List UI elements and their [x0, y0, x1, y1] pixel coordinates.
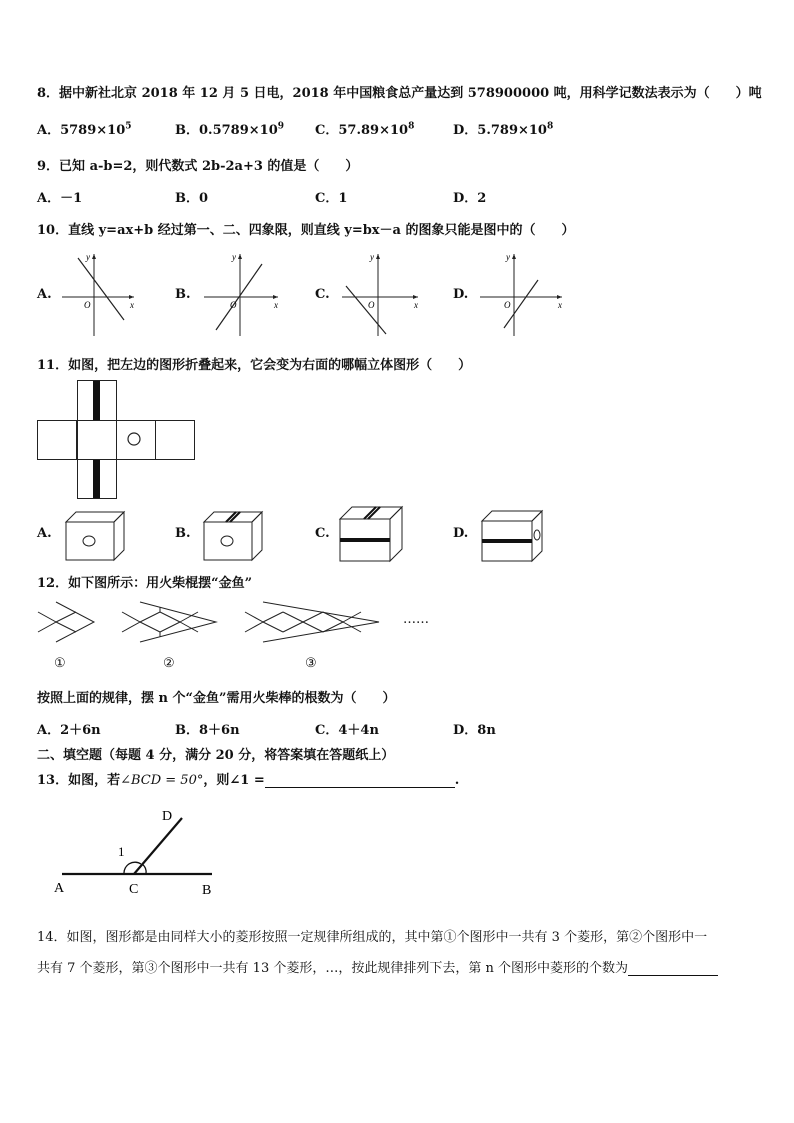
q12-stem: 12．如下图所示：用火柴棍摆“金鱼” [37, 576, 253, 591]
q13-answer-blank[interactable] [265, 773, 455, 788]
q9-stem: 9．已知 a-b=2，则代数式 2b-2a+3 的值是（ ） [37, 159, 359, 174]
q12-figure-label-1: ① [54, 656, 66, 671]
line-c [346, 286, 386, 334]
q12-question: 按照上面的规律，摆 n 个“金鱼”需用火柴棒的根数为（ ） [37, 691, 396, 706]
q11-cube-a[interactable] [64, 510, 126, 562]
q10-graph-b[interactable] [200, 250, 282, 338]
angle-1-label: 1 [118, 844, 125, 859]
q12-figure-label-3: ③ [305, 656, 317, 671]
q12-fish-1 [36, 600, 100, 644]
q8-option-d[interactable]: D．$5.789\times 10^8$ [453, 121, 554, 138]
q10-graph-a[interactable] [58, 250, 138, 338]
svg-text:x: x [558, 300, 562, 310]
q10-stem: 10．直线 y=ax+b 经过第一、二、四象限，则直线 y=bx－a 的图象只能是图中的（ ） [37, 223, 575, 238]
q11-option-b-label[interactable]: B. [175, 526, 191, 541]
q10-option-c-label[interactable]: C. [315, 287, 330, 302]
y-label: y [86, 252, 90, 262]
q8-option-a[interactable]: A．$5789\times 10^5$ [37, 121, 132, 138]
svg-text:O: O [230, 300, 237, 310]
q10-graph-c[interactable] [338, 250, 422, 338]
stripe-bottom [93, 460, 100, 498]
svg-text:O: O [504, 300, 511, 310]
q10-option-d-label[interactable]: D. [453, 287, 469, 302]
q12-ellipsis: …… [403, 612, 429, 627]
q11-cube-b[interactable] [202, 510, 264, 562]
q8-option-c[interactable]: C．$57.89\times 10^8$ [315, 121, 415, 138]
q12-option-a[interactable]: A．2＋6n [37, 723, 101, 738]
point-a-label: A [54, 881, 65, 896]
origin-label: O [84, 300, 91, 310]
q12-fish-3 [243, 600, 383, 644]
q10-graph-d[interactable] [476, 250, 566, 338]
q11-cube-d[interactable] [480, 507, 546, 563]
q11-option-a-label[interactable]: A. [37, 526, 52, 541]
svg-text:x: x [414, 300, 418, 310]
circle-face [128, 433, 140, 445]
q9-option-b[interactable]: B．0 [175, 191, 209, 206]
q9-option-c[interactable]: C．1 [315, 191, 348, 206]
point-c-label: C [129, 882, 139, 897]
q12-fish-2 [120, 600, 220, 644]
q8-option-b[interactable]: B．$0.5789\times 10^9$ [175, 121, 285, 138]
q9-option-d[interactable]: D．2 [453, 191, 487, 206]
q11-stem: 11．如图，把左边的图形折叠起来，它会变为右面的哪幅立体图形（ ） [37, 358, 472, 373]
section-title: 二、填空题（每题 4 分，满分 20 分，将答案填在答题纸上） [37, 748, 395, 763]
x-label: x [130, 300, 134, 310]
q11-cube-c[interactable] [338, 505, 404, 563]
svg-text:x: x [274, 300, 278, 310]
q13-stem: 13．如图，若∠BCD = 50°，则∠1 = . [37, 773, 460, 788]
q14-line1: 14．如图，图形都是由同样大小的菱形按照一定规律所组成的，其中第①个图形中一共有 3 个菱形，第②个图形中一 [37, 930, 708, 945]
svg-text:O: O [368, 300, 375, 310]
q13-figure [52, 806, 222, 898]
q11-net-figure [37, 380, 199, 500]
q12-option-d[interactable]: D．8n [453, 723, 496, 738]
svg-text:y: y [506, 252, 510, 262]
line-a [78, 258, 124, 320]
stripe-top [93, 381, 100, 420]
q14-answer-blank[interactable] [628, 961, 718, 976]
q12-option-b[interactable]: B．8＋6n [175, 723, 240, 738]
q11-option-d-label[interactable]: D. [453, 526, 469, 541]
q12-option-c[interactable]: C．4＋4n [315, 723, 379, 738]
q9-option-a[interactable]: A．－1 [37, 191, 83, 206]
q10-option-a-label[interactable]: A. [37, 287, 52, 302]
q11-option-c-label[interactable]: C. [315, 526, 330, 541]
q10-option-b-label[interactable]: B. [175, 287, 191, 302]
svg-text:y: y [232, 252, 236, 262]
svg-text:y: y [370, 252, 374, 262]
point-d-label: D [162, 809, 173, 824]
q12-figure-label-2: ② [163, 656, 175, 671]
q8-stem: 8．据中新社北京 2018 年 12 月 5 日电，2018 年中国粮食总产量达到 578900000 吨，用科学记数法表示为（ ）吨 [37, 86, 762, 101]
point-b-label: B [202, 883, 212, 898]
q14-line2: 共有 7 个菱形，第③个图形中一共有 13 个菱形，…，按此规律排列下去，第 n 个图形中菱形的个数为 [37, 957, 718, 976]
